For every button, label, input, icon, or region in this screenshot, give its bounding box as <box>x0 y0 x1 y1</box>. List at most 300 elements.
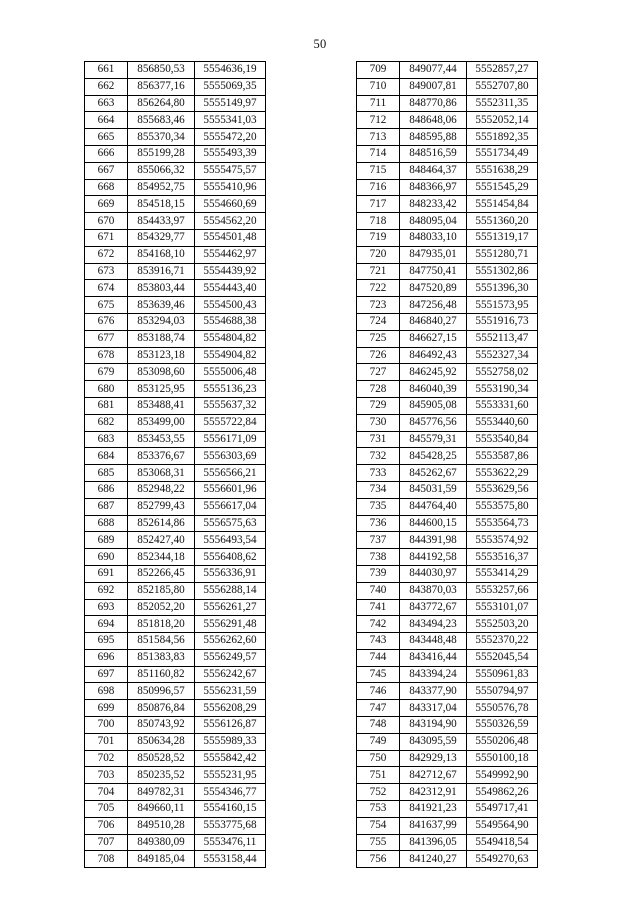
table-row <box>357 784 538 801</box>
point-number-cell: 754 <box>357 817 400 834</box>
point-number-cell: 687 <box>85 498 128 515</box>
point-number-cell: 746 <box>357 683 400 700</box>
x-coordinate-cell: 855683,46 <box>128 112 195 129</box>
point-number-cell: 748 <box>357 717 400 734</box>
y-coordinate-cell: 5554501,48 <box>195 229 266 246</box>
x-coordinate-cell: 846040,39 <box>400 381 467 398</box>
y-coordinate-cell: 5554462,97 <box>195 246 266 263</box>
x-coordinate-cell: 851584,56 <box>128 633 195 650</box>
y-coordinate-cell: 5554500,43 <box>195 297 266 314</box>
y-coordinate-cell: 5553414,29 <box>467 565 538 582</box>
y-coordinate-cell: 5552045,54 <box>467 649 538 666</box>
x-coordinate-cell: 848366,97 <box>400 179 467 196</box>
x-coordinate-cell: 849660,11 <box>128 801 195 818</box>
x-coordinate-cell: 853488,41 <box>128 397 195 414</box>
x-coordinate-cell: 850996,57 <box>128 683 195 700</box>
table-row <box>357 229 538 246</box>
y-coordinate-cell: 5556261,27 <box>195 599 266 616</box>
x-coordinate-cell: 843416,44 <box>400 649 467 666</box>
y-coordinate-cell: 5555989,33 <box>195 733 266 750</box>
y-coordinate-cell: 5556231,59 <box>195 683 266 700</box>
x-coordinate-cell: 853499,00 <box>128 414 195 431</box>
point-number-cell: 707 <box>85 834 128 851</box>
table-row <box>85 213 266 230</box>
table-row <box>85 364 266 381</box>
table-row <box>85 448 266 465</box>
point-number-cell: 668 <box>85 179 128 196</box>
y-coordinate-cell: 5556208,29 <box>195 700 266 717</box>
point-number-cell: 674 <box>85 280 128 297</box>
y-coordinate-cell: 5555006,48 <box>195 364 266 381</box>
point-number-cell: 699 <box>85 700 128 717</box>
table-row <box>357 381 538 398</box>
point-number-cell: 715 <box>357 162 400 179</box>
x-coordinate-cell: 846492,43 <box>400 347 467 364</box>
point-number-cell: 669 <box>85 196 128 213</box>
x-coordinate-cell: 849007,81 <box>400 78 467 95</box>
point-number-cell: 688 <box>85 515 128 532</box>
x-coordinate-cell: 848095,04 <box>400 213 467 230</box>
table-row <box>85 481 266 498</box>
point-number-cell: 726 <box>357 347 400 364</box>
table-row <box>357 179 538 196</box>
table-row <box>357 280 538 297</box>
table-row <box>357 834 538 851</box>
table-row <box>357 196 538 213</box>
y-coordinate-cell: 5549270,63 <box>467 851 538 868</box>
table-row <box>357 330 538 347</box>
point-number-cell: 732 <box>357 448 400 465</box>
y-coordinate-cell: 5554439,92 <box>195 263 266 280</box>
x-coordinate-cell: 843448,48 <box>400 633 467 650</box>
table-row <box>85 414 266 431</box>
x-coordinate-cell: 846245,92 <box>400 364 467 381</box>
table-row <box>85 78 266 95</box>
y-coordinate-cell: 5556249,57 <box>195 649 266 666</box>
point-number-cell: 706 <box>85 817 128 834</box>
y-coordinate-cell: 5551573,95 <box>467 297 538 314</box>
point-number-cell: 665 <box>85 129 128 146</box>
y-coordinate-cell: 5552113,47 <box>467 330 538 347</box>
x-coordinate-cell: 851160,82 <box>128 666 195 683</box>
table-row <box>357 532 538 549</box>
y-coordinate-cell: 5553101,07 <box>467 599 538 616</box>
point-number-cell: 727 <box>357 364 400 381</box>
table-row <box>85 381 266 398</box>
table-row <box>357 213 538 230</box>
point-number-cell: 682 <box>85 414 128 431</box>
x-coordinate-cell: 852185,80 <box>128 582 195 599</box>
table-row <box>85 633 266 650</box>
x-coordinate-cell: 841921,23 <box>400 801 467 818</box>
x-coordinate-cell: 843377,90 <box>400 683 467 700</box>
x-coordinate-cell: 853098,60 <box>128 364 195 381</box>
y-coordinate-cell: 5551892,35 <box>467 129 538 146</box>
y-coordinate-cell: 5555475,57 <box>195 162 266 179</box>
table-row <box>357 62 538 79</box>
x-coordinate-cell: 852344,18 <box>128 549 195 566</box>
y-coordinate-cell: 5556291,48 <box>195 616 266 633</box>
point-number-cell: 749 <box>357 733 400 750</box>
y-coordinate-cell: 5551916,73 <box>467 313 538 330</box>
point-number-cell: 666 <box>85 145 128 162</box>
point-number-cell: 690 <box>85 549 128 566</box>
y-coordinate-cell: 5555341,03 <box>195 112 266 129</box>
x-coordinate-cell: 849782,31 <box>128 784 195 801</box>
point-number-cell: 700 <box>85 717 128 734</box>
x-coordinate-cell: 855066,32 <box>128 162 195 179</box>
y-coordinate-cell: 5553190,34 <box>467 381 538 398</box>
y-coordinate-cell: 5556566,21 <box>195 465 266 482</box>
x-coordinate-cell: 846840,27 <box>400 313 467 330</box>
y-coordinate-cell: 5553257,66 <box>467 582 538 599</box>
table-row <box>85 717 266 734</box>
y-coordinate-cell: 5554443,40 <box>195 280 266 297</box>
x-coordinate-cell: 847520,89 <box>400 280 467 297</box>
table-row <box>85 330 266 347</box>
x-coordinate-cell: 845905,08 <box>400 397 467 414</box>
table-row <box>357 129 538 146</box>
y-coordinate-cell: 5555136,23 <box>195 381 266 398</box>
x-coordinate-cell: 850528,52 <box>128 750 195 767</box>
point-number-cell: 722 <box>357 280 400 297</box>
point-number-cell: 689 <box>85 532 128 549</box>
y-coordinate-cell: 5554160,15 <box>195 801 266 818</box>
x-coordinate-cell: 852266,45 <box>128 565 195 582</box>
x-coordinate-cell: 854952,75 <box>128 179 195 196</box>
y-coordinate-cell: 5551360,20 <box>467 213 538 230</box>
y-coordinate-cell: 5551396,30 <box>467 280 538 297</box>
point-number-cell: 730 <box>357 414 400 431</box>
y-coordinate-cell: 5555637,32 <box>195 397 266 414</box>
table-row <box>85 817 266 834</box>
table-row <box>357 582 538 599</box>
x-coordinate-cell: 842312,91 <box>400 784 467 801</box>
point-number-cell: 684 <box>85 448 128 465</box>
table-row <box>85 733 266 750</box>
point-number-cell: 662 <box>85 78 128 95</box>
point-number-cell: 724 <box>357 313 400 330</box>
y-coordinate-cell: 5552857,27 <box>467 62 538 79</box>
table-row <box>357 95 538 112</box>
x-coordinate-cell: 853123,18 <box>128 347 195 364</box>
point-number-cell: 743 <box>357 633 400 650</box>
table-row <box>85 145 266 162</box>
table-row <box>357 649 538 666</box>
y-coordinate-cell: 5553622,29 <box>467 465 538 482</box>
point-number-cell: 703 <box>85 767 128 784</box>
y-coordinate-cell: 5555069,35 <box>195 78 266 95</box>
y-coordinate-cell: 5553775,68 <box>195 817 266 834</box>
table-row <box>357 851 538 868</box>
y-coordinate-cell: 5551302,86 <box>467 263 538 280</box>
x-coordinate-cell: 854329,77 <box>128 229 195 246</box>
point-number-cell: 713 <box>357 129 400 146</box>
table-row <box>357 465 538 482</box>
point-number-cell: 664 <box>85 112 128 129</box>
x-coordinate-cell: 847750,41 <box>400 263 467 280</box>
x-coordinate-cell: 843317,04 <box>400 700 467 717</box>
point-number-cell: 692 <box>85 582 128 599</box>
table-row <box>357 498 538 515</box>
table-row <box>357 448 538 465</box>
point-number-cell: 673 <box>85 263 128 280</box>
x-coordinate-cell: 849380,09 <box>128 834 195 851</box>
point-number-cell: 728 <box>357 381 400 398</box>
x-coordinate-cell: 849077,44 <box>400 62 467 79</box>
table-row <box>85 532 266 549</box>
point-number-cell: 677 <box>85 330 128 347</box>
x-coordinate-cell: 846627,15 <box>400 330 467 347</box>
table-row <box>357 112 538 129</box>
y-coordinate-cell: 5549992,90 <box>467 767 538 784</box>
point-number-cell: 709 <box>357 62 400 79</box>
point-number-cell: 667 <box>85 162 128 179</box>
y-coordinate-cell: 5551280,71 <box>467 246 538 263</box>
table-row <box>357 347 538 364</box>
point-number-cell: 745 <box>357 666 400 683</box>
y-coordinate-cell: 5551734,49 <box>467 145 538 162</box>
x-coordinate-cell: 853803,44 <box>128 280 195 297</box>
x-coordinate-cell: 853453,55 <box>128 431 195 448</box>
point-number-cell: 685 <box>85 465 128 482</box>
table-row <box>85 801 266 818</box>
point-number-cell: 705 <box>85 801 128 818</box>
table-row <box>357 565 538 582</box>
x-coordinate-cell: 852052,20 <box>128 599 195 616</box>
table-row <box>85 834 266 851</box>
y-coordinate-cell: 5550326,59 <box>467 717 538 734</box>
point-number-cell: 723 <box>357 297 400 314</box>
x-coordinate-cell: 854518,15 <box>128 196 195 213</box>
y-coordinate-cell: 5553574,92 <box>467 532 538 549</box>
point-number-cell: 680 <box>85 381 128 398</box>
x-coordinate-cell: 852799,43 <box>128 498 195 515</box>
x-coordinate-cell: 853188,74 <box>128 330 195 347</box>
y-coordinate-cell: 5554904,82 <box>195 347 266 364</box>
table-row <box>357 549 538 566</box>
y-coordinate-cell: 5556617,04 <box>195 498 266 515</box>
y-coordinate-cell: 5556242,67 <box>195 666 266 683</box>
table-row <box>357 297 538 314</box>
x-coordinate-cell: 849510,28 <box>128 817 195 834</box>
y-coordinate-cell: 5556575,63 <box>195 515 266 532</box>
table-row <box>357 263 538 280</box>
y-coordinate-cell: 5550206,48 <box>467 733 538 750</box>
point-number-cell: 696 <box>85 649 128 666</box>
table-row <box>357 414 538 431</box>
x-coordinate-cell: 842929,13 <box>400 750 467 767</box>
y-coordinate-cell: 5549564,90 <box>467 817 538 834</box>
x-coordinate-cell: 853916,71 <box>128 263 195 280</box>
point-number-cell: 737 <box>357 532 400 549</box>
x-coordinate-cell: 843194,90 <box>400 717 467 734</box>
point-number-cell: 671 <box>85 229 128 246</box>
x-coordinate-cell: 853376,67 <box>128 448 195 465</box>
table-row <box>85 767 266 784</box>
x-coordinate-cell: 852427,40 <box>128 532 195 549</box>
y-coordinate-cell: 5553516,37 <box>467 549 538 566</box>
x-coordinate-cell: 850743,92 <box>128 717 195 734</box>
table-row <box>357 683 538 700</box>
x-coordinate-cell: 843394,24 <box>400 666 467 683</box>
point-number-cell: 676 <box>85 313 128 330</box>
x-coordinate-cell: 850634,28 <box>128 733 195 750</box>
x-coordinate-cell: 842712,67 <box>400 767 467 784</box>
x-coordinate-cell: 848648,06 <box>400 112 467 129</box>
point-number-cell: 712 <box>357 112 400 129</box>
table-row <box>357 633 538 650</box>
y-coordinate-cell: 5556493,54 <box>195 532 266 549</box>
x-coordinate-cell: 852614,86 <box>128 515 195 532</box>
table-row <box>357 666 538 683</box>
y-coordinate-cell: 5550100,18 <box>467 750 538 767</box>
point-number-cell: 691 <box>85 565 128 582</box>
y-coordinate-cell: 5552311,35 <box>467 95 538 112</box>
table-row <box>85 162 266 179</box>
table-row <box>85 397 266 414</box>
right-coordinates-table <box>356 61 538 868</box>
point-number-cell: 663 <box>85 95 128 112</box>
table-row <box>85 565 266 582</box>
table-row <box>357 397 538 414</box>
table-row <box>85 431 266 448</box>
table-row <box>357 145 538 162</box>
y-coordinate-cell: 5555493,39 <box>195 145 266 162</box>
table-row <box>357 431 538 448</box>
x-coordinate-cell: 845428,25 <box>400 448 467 465</box>
y-coordinate-cell: 5549717,41 <box>467 801 538 818</box>
point-number-cell: 756 <box>357 851 400 868</box>
point-number-cell: 741 <box>357 599 400 616</box>
y-coordinate-cell: 5555722,84 <box>195 414 266 431</box>
table-row <box>85 196 266 213</box>
right-table-body <box>357 62 538 868</box>
table-row <box>357 616 538 633</box>
table-row <box>85 683 266 700</box>
x-coordinate-cell: 845031,59 <box>400 481 467 498</box>
table-row <box>357 767 538 784</box>
y-coordinate-cell: 5553440,60 <box>467 414 538 431</box>
y-coordinate-cell: 5551545,29 <box>467 179 538 196</box>
x-coordinate-cell: 843494,23 <box>400 616 467 633</box>
table-row <box>85 666 266 683</box>
y-coordinate-cell: 5552707,80 <box>467 78 538 95</box>
x-coordinate-cell: 844030,97 <box>400 565 467 582</box>
y-coordinate-cell: 5549418,54 <box>467 834 538 851</box>
y-coordinate-cell: 5554688,38 <box>195 313 266 330</box>
table-row <box>357 599 538 616</box>
point-number-cell: 729 <box>357 397 400 414</box>
y-coordinate-cell: 5555231,95 <box>195 767 266 784</box>
y-coordinate-cell: 5554346,77 <box>195 784 266 801</box>
y-coordinate-cell: 5556408,62 <box>195 549 266 566</box>
table-row <box>85 549 266 566</box>
point-number-cell: 675 <box>85 297 128 314</box>
table-row <box>85 229 266 246</box>
table-row <box>357 481 538 498</box>
y-coordinate-cell: 5556262,60 <box>195 633 266 650</box>
y-coordinate-cell: 5553540,84 <box>467 431 538 448</box>
point-number-cell: 681 <box>85 397 128 414</box>
y-coordinate-cell: 5553575,80 <box>467 498 538 515</box>
y-coordinate-cell: 5550794,97 <box>467 683 538 700</box>
point-number-cell: 679 <box>85 364 128 381</box>
x-coordinate-cell: 855199,28 <box>128 145 195 162</box>
point-number-cell: 736 <box>357 515 400 532</box>
table-row <box>357 364 538 381</box>
table-row <box>357 700 538 717</box>
y-coordinate-cell: 5550576,78 <box>467 700 538 717</box>
point-number-cell: 753 <box>357 801 400 818</box>
y-coordinate-cell: 5553331,60 <box>467 397 538 414</box>
x-coordinate-cell: 847935,01 <box>400 246 467 263</box>
table-row <box>357 817 538 834</box>
x-coordinate-cell: 854168,10 <box>128 246 195 263</box>
point-number-cell: 733 <box>357 465 400 482</box>
table-row <box>85 95 266 112</box>
y-coordinate-cell: 5556171,09 <box>195 431 266 448</box>
table-row <box>85 750 266 767</box>
x-coordinate-cell: 848516,59 <box>400 145 467 162</box>
left-table-body <box>85 62 266 868</box>
y-coordinate-cell: 5551638,29 <box>467 162 538 179</box>
point-number-cell: 701 <box>85 733 128 750</box>
y-coordinate-cell: 5549862,26 <box>467 784 538 801</box>
table-row <box>85 582 266 599</box>
x-coordinate-cell: 853125,95 <box>128 381 195 398</box>
table-row <box>85 246 266 263</box>
table-row <box>85 649 266 666</box>
y-coordinate-cell: 5553564,73 <box>467 515 538 532</box>
y-coordinate-cell: 5553476,11 <box>195 834 266 851</box>
point-number-cell: 738 <box>357 549 400 566</box>
y-coordinate-cell: 5554660,69 <box>195 196 266 213</box>
point-number-cell: 747 <box>357 700 400 717</box>
x-coordinate-cell: 847256,48 <box>400 297 467 314</box>
point-number-cell: 695 <box>85 633 128 650</box>
point-number-cell: 672 <box>85 246 128 263</box>
table-row <box>357 801 538 818</box>
y-coordinate-cell: 5555149,97 <box>195 95 266 112</box>
x-coordinate-cell: 845262,67 <box>400 465 467 482</box>
x-coordinate-cell: 844764,40 <box>400 498 467 515</box>
point-number-cell: 678 <box>85 347 128 364</box>
point-number-cell: 751 <box>357 767 400 784</box>
table-row <box>357 717 538 734</box>
point-number-cell: 661 <box>85 62 128 79</box>
x-coordinate-cell: 841240,27 <box>400 851 467 868</box>
x-coordinate-cell: 843772,67 <box>400 599 467 616</box>
point-number-cell: 716 <box>357 179 400 196</box>
y-coordinate-cell: 5555472,20 <box>195 129 266 146</box>
point-number-cell: 725 <box>357 330 400 347</box>
point-number-cell: 693 <box>85 599 128 616</box>
point-number-cell: 739 <box>357 565 400 582</box>
x-coordinate-cell: 843870,03 <box>400 582 467 599</box>
y-coordinate-cell: 5554562,20 <box>195 213 266 230</box>
table-row <box>85 851 266 868</box>
point-number-cell: 711 <box>357 95 400 112</box>
point-number-cell: 720 <box>357 246 400 263</box>
x-coordinate-cell: 848033,10 <box>400 229 467 246</box>
x-coordinate-cell: 851818,20 <box>128 616 195 633</box>
point-number-cell: 710 <box>357 78 400 95</box>
page-number: 50 <box>313 37 327 51</box>
x-coordinate-cell: 848233,42 <box>400 196 467 213</box>
x-coordinate-cell: 849185,04 <box>128 851 195 868</box>
table-row <box>85 599 266 616</box>
